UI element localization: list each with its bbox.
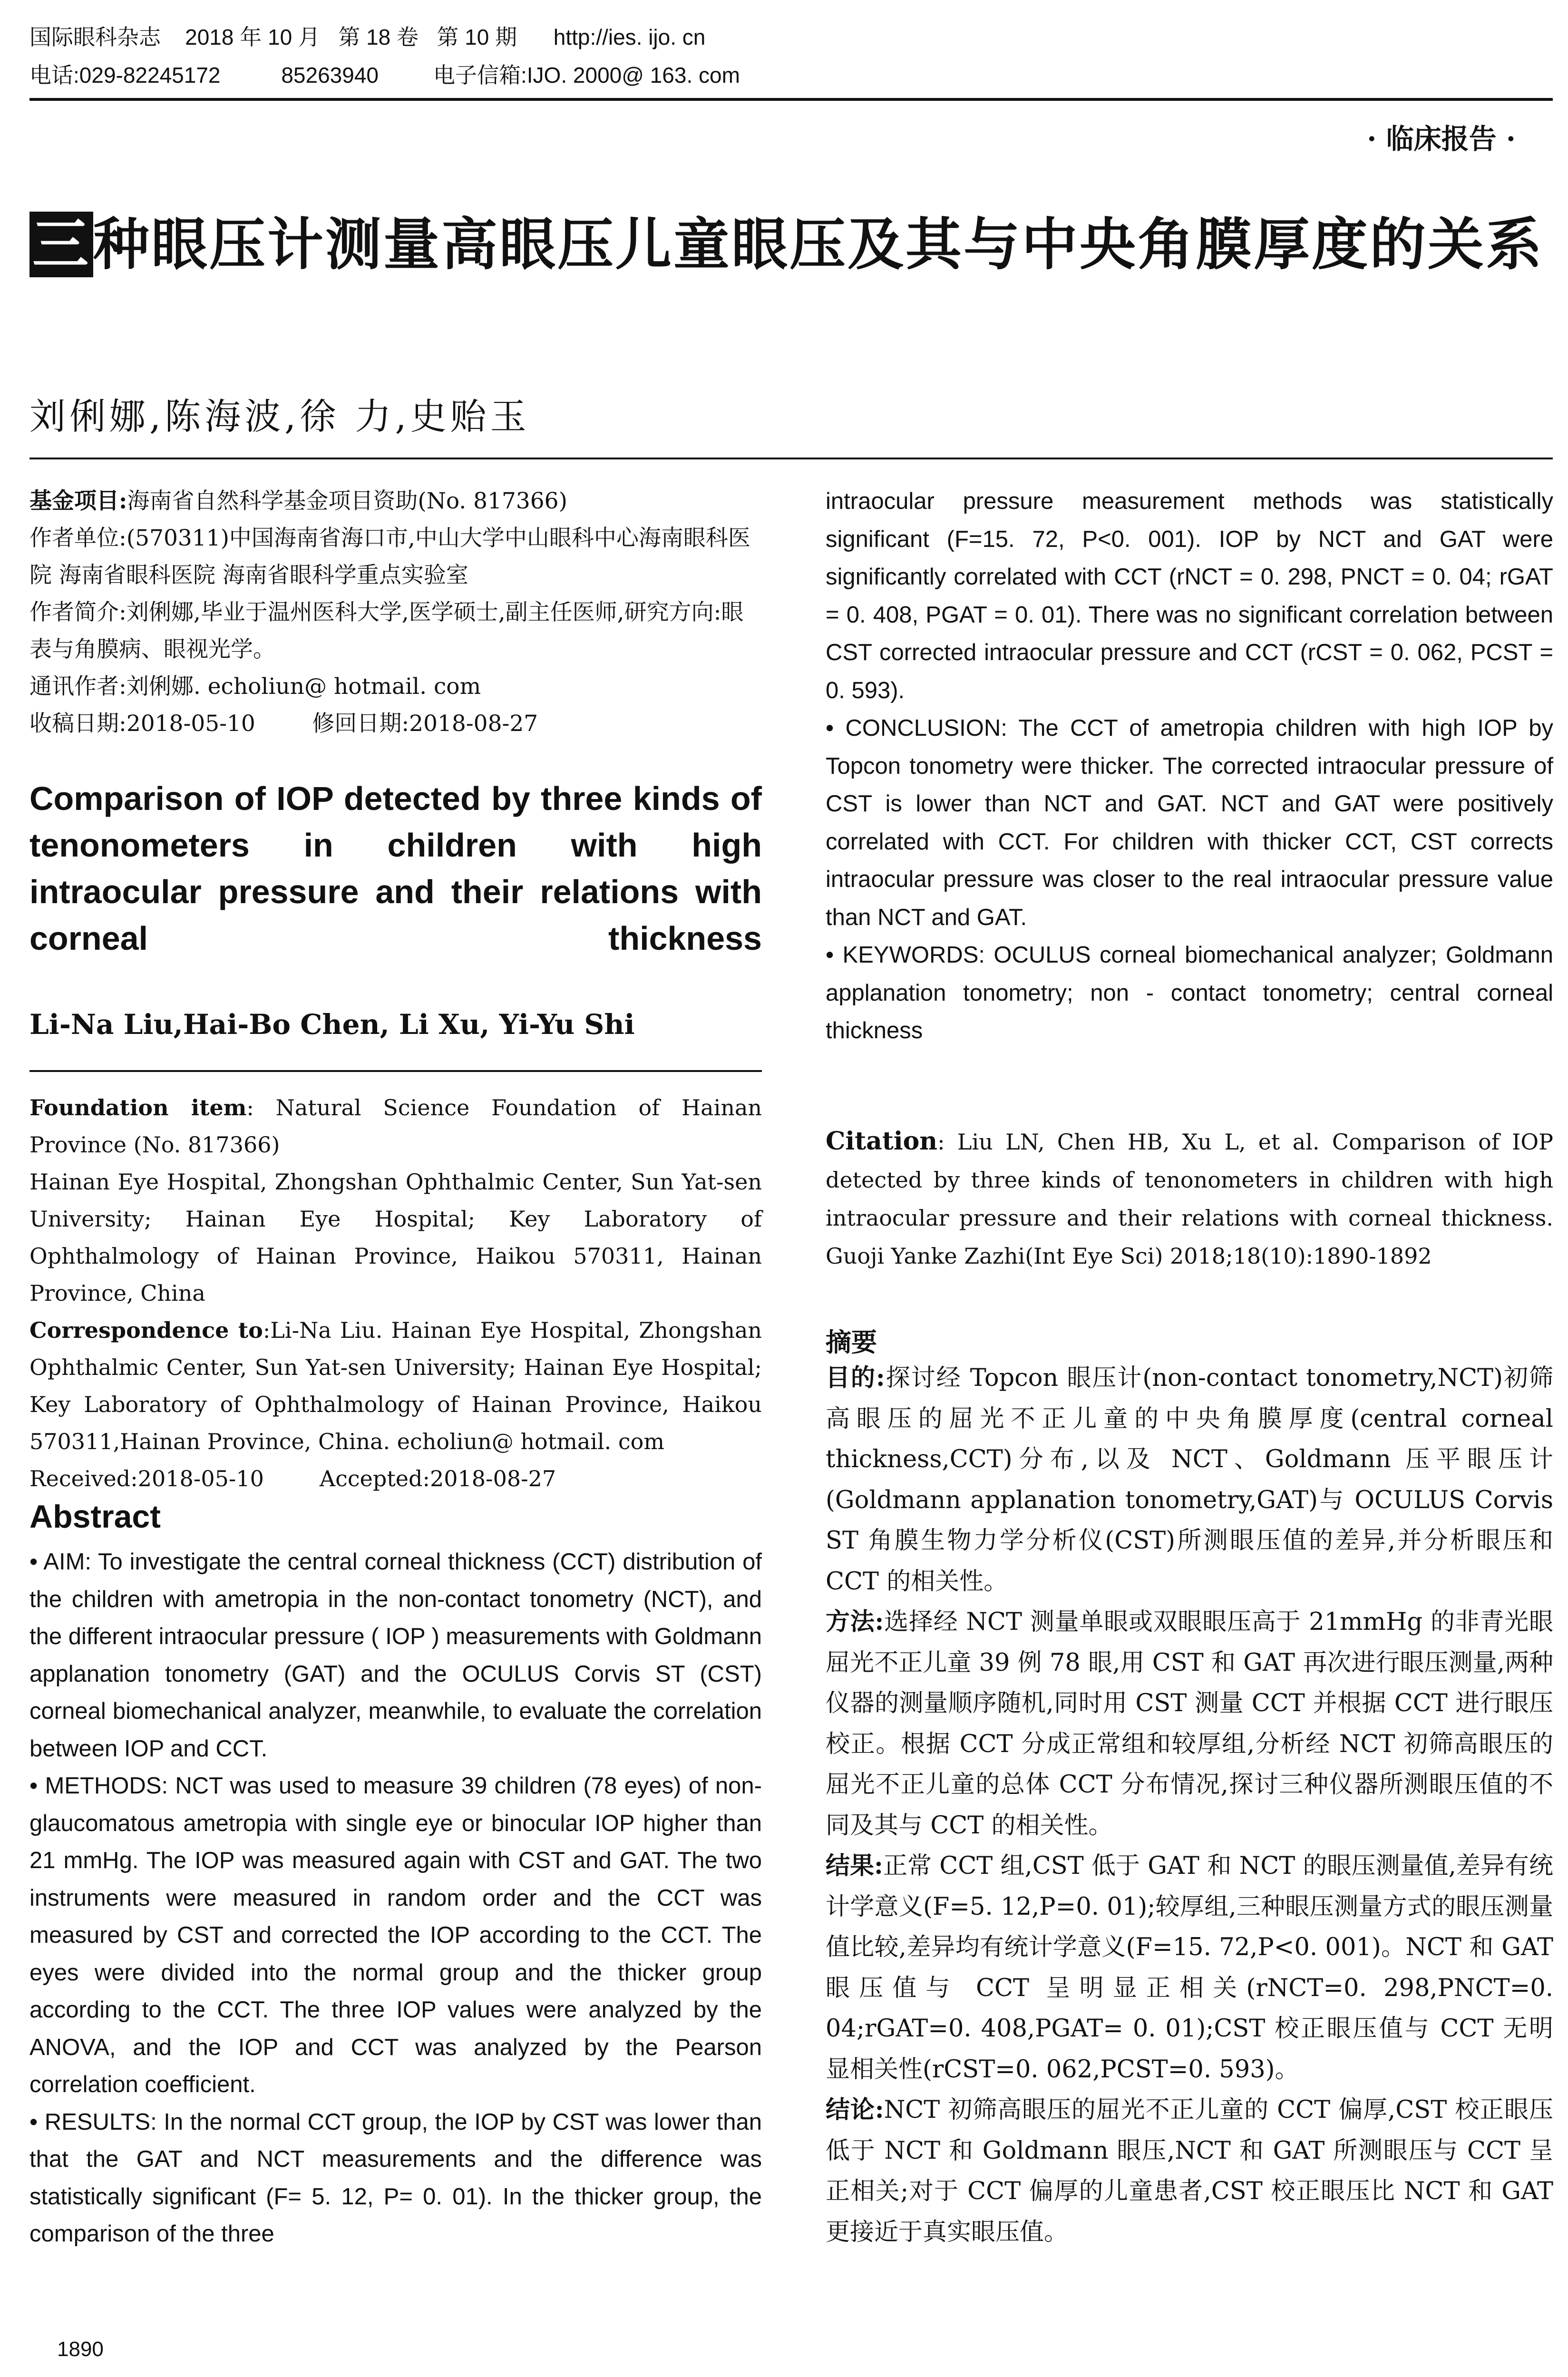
abstract-right: [826, 483, 1553, 1050]
en-affiliation: Hainan Eye Hospital, Zhongshan Ophthalmic Center, Sun Yat-sen University; Hainan Eye Hospital; Key Laboratory of Ophthalmology of Hainan Province, Haikou 570311, Hainan Province, China: [29, 1169, 762, 1306]
cn-abstract-methods: 方法:选择经 NCT 测量单眼或双眼眼压高于 21mmHg 的非青光眼屈光不正儿童 39 例 78 眼,用 CST 和 GAT 再次进行眼压测量,两种仪器的测量顺序随机,同时用 CST 测量 CCT 并根据 CCT 进行眼压校正。根据 CCT 分成正常组和较厚组,分析经 NCT 初筛高眼压的屈光不正儿童的总体 CCT 分布情况,探讨三种仪器所测眼压值的不同及其与 CCT 的相关性。: [826, 1607, 1553, 1840]
authors-en: Li-Na Liu,Hai-Bo Chen, Li Xu, Yi-Yu Shi: [29, 1008, 635, 1041]
cn-correspondence: 通讯作者:刘俐娜. echoliun@ hotmail. com: [29, 673, 481, 700]
header-rule: [29, 98, 1553, 101]
abstract-keywords: • KEYWORDS: OCULUS corneal biomechanical analyzer; Goldmann applanation tonometry; non - contact tonometry; central corneal thickness: [826, 942, 1553, 1043]
cn-abstract: [826, 1358, 1553, 2252]
journal-header-line1: 国际眼科杂志 2018 年 10 月 第 18 卷 第 10 期 http://ies. ijo. cn: [29, 25, 706, 49]
authors-cn: 刘俐娜,陈海波,徐 力,史贻玉: [29, 395, 530, 438]
cn-foundation: 基金项目:海南省自然科学基金项目资助(No. 817366): [29, 488, 567, 514]
page-number: 1890: [57, 2338, 104, 2361]
article-title-cn: [29, 205, 1556, 284]
authors-rule: [29, 458, 1553, 459]
abstract-heading: Abstract: [29, 1499, 161, 1535]
cn-abstract-heading: 摘要: [826, 1327, 877, 1357]
abstract-aim: • AIM: To investigate the central corneal thickness (CCT) distribution of the children with ametropia in the non-contact tonometry (NCT), and the different intraocular pressure ( IOP ) measurements with Goldmann applanation tonometry (GAT) and the OCULUS Corvis ST (CST) corneal biomechanical analyzer, meanwhile, to evaluate the correlation between IOP and CCT.: [29, 1549, 762, 1762]
cn-abstract-conclusion: 结论:NCT 初筛高眼压的屈光不正儿童的 CCT 偏厚,CST 校正眼压低于 NCT 和 Goldmann 眼压,NCT 和 GAT 所测眼压与 CCT 呈正相关;对于 CCT 偏厚的儿童患者,CST 校正眼压比 NCT 和 GAT 更接近于真实眼压值。: [826, 2095, 1554, 2246]
abstract-left: [29, 1543, 762, 2253]
abstract-results-part1: • RESULTS: In the normal CCT group, the IOP by CST was lower than that the GAT and NCT measurements and the difference was statistically significant (F= 5. 12, P= 0. 01). In the thicker group, the comparison of the three: [29, 2109, 762, 2247]
title-first-char: 三: [29, 212, 93, 277]
title-rest: 种眼压计测量高眼压儿童眼压及其与中央角膜厚度的关系: [93, 212, 1544, 277]
article-title-en: Comparison of IOP detected by three kinds of tenonometers in children with high intraocular pressure and their relations with corneal thickness: [29, 780, 762, 957]
journal-header-line2: 电话:029-82245172 85263940 电子信箱:IJO. 2000@ 163. com: [29, 63, 740, 88]
abstract-results-part2: intraocular pressure measurement methods was statistically significant (F=15. 72, P<0. 001). IOP by NCT and GAT were significantly correlated with CCT (rNCT = 0. 298, PNCT = 0. 04; rGAT = 0. 408, PGAT = 0. 01). There was no significant correlation between CST corrected intraocular pressure and CCT (rCST = 0. 062, PCST = 0. 593).: [826, 488, 1553, 703]
cn-abstract-aim: 目的:探讨经 Topcon 眼压计(non-contact tonometry,NCT)初筛高眼压的屈光不正儿童的中央角膜厚度(central corneal thickness,CCT)分布,以及 NCT、Goldmann 压平眼压计(Goldmann applanation tonometry,GAT)与 OCULUS Corvis ST 角膜生物力学分析仪(CST)所测眼压值的差异,并分析眼压和 CCT 的相关性。: [826, 1364, 1554, 1596]
en-info-block: [29, 1089, 762, 1497]
authors-en-rule: [29, 1070, 762, 1072]
abstract-methods: • METHODS: NCT was used to measure 39 children (78 eyes) of non-glaucomatous ametropia with single eye or binocular IOP higher than 21 mmHg. The IOP was measured again with CST and GAT. The two instruments were measured in random order and the CCT was measured by CST and corrected the IOP according to the CCT. The eyes were divided into the normal group and the thicker group according to the CCT. The three IOP values were analyzed by the ANOVA, and the IOP and CCT was analyzed by the Pearson correlation coefficient.: [29, 1773, 762, 2097]
abstract-conclusion: • CONCLUSION: The CCT of ametropia children with high IOP by Topcon tonometry were thicker. The corrected intraocular pressure of CST is lower than NCT and GAT. NCT and GAT were positively correlated with CCT. For children with thicker CCT, CST corrects intraocular pressure was closer to the real intraocular pressure value than NCT and GAT.: [826, 715, 1553, 930]
en-dates: Received:2018-05-10 Accepted:2018-08-27: [29, 1466, 556, 1491]
cn-affiliation: 作者单位:(570311)中国海南省海口市,中山大学中山眼科中心海南眼科医院 海南省眼科医院 海南省眼科学重点实验室: [29, 525, 750, 588]
cn-abstract-results: 结果:正常 CCT 组,CST 低于 GAT 和 NCT 的眼压测量值,差异有统计学意义(F=5. 12,P=0. 01);较厚组,三种眼压测量方式的眼压测量值比较,差异均有统计学意义(F=15. 72,P<0. 001)。NCT 和 GAT 眼压值与 CCT 呈明显正相关(rNCT=0. 298,PNCT=0. 04;rGAT=0. 408,PGAT= 0. 01);CST 校正眼压值与 CCT 无明显相关性(rCST=0. 062,PCST=0. 593)。: [826, 1851, 1554, 2084]
en-foundation: Foundation item: Natural Science Foundation of Hainan Province (No. 817366): [29, 1095, 762, 1158]
cn-bio: 作者简介:刘俐娜,毕业于温州医科大学,医学硕士,副主任医师,研究方向:眼表与角膜病、眼视光学。: [29, 599, 744, 662]
section-tag: · 临床报告 ·: [1367, 123, 1516, 155]
en-correspondence: Correspondence to:Li-Na Liu. Hainan Eye Hospital, Zhongshan Ophthalmic Center, Sun Yat-sen University; Hainan Eye Hospital; Key Laboratory of Ophthalmology of Hainan Province, Haikou 570311,Hainan Province, China. echoliun@ hotmail. com: [29, 1317, 762, 1454]
cn-info-block: [29, 483, 762, 742]
cn-dates: 收稿日期:2018-05-10 修回日期:2018-08-27: [29, 711, 538, 737]
citation: Citation: Liu LN, Chen HB, Xu L, et al. Comparison of IOP detected by three kinds of tenonometers in children with high intraocular pressure and their relations with corneal thickness. Guoji Yanke Zazhi(Int Eye Sci) 2018;18(10):1890-1892: [826, 1127, 1553, 1269]
